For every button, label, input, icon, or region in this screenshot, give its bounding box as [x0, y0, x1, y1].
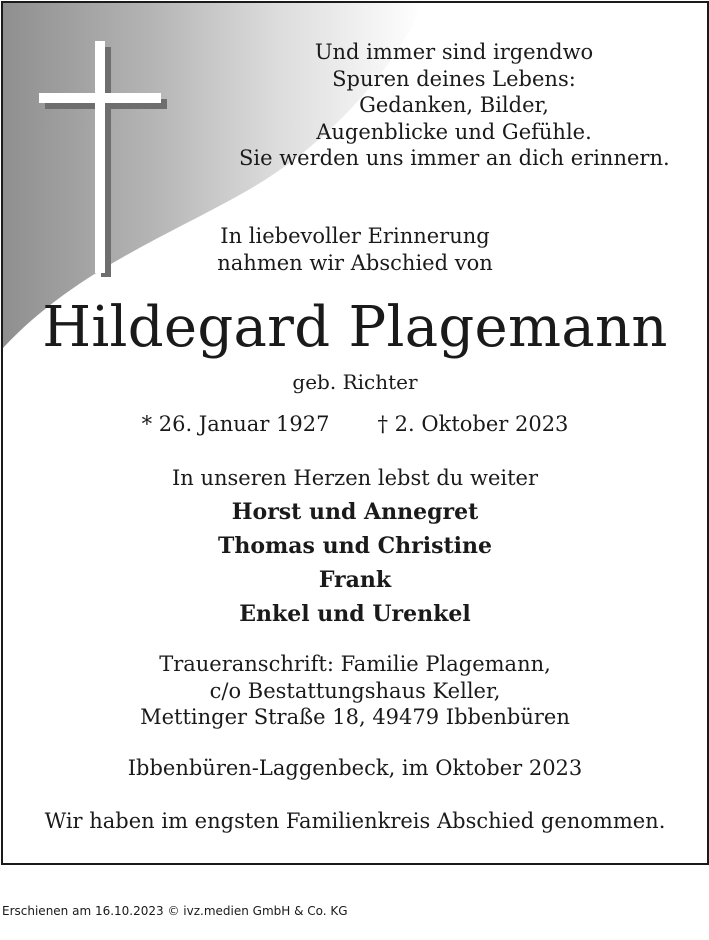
address-line: Mettinger Straße 18, 49479 Ibbenbüren	[140, 705, 570, 729]
death-date: † 2. Oktober 2023	[377, 412, 569, 436]
memory-line: nahmen wir Abschied von	[217, 250, 493, 275]
birth-date: * 26. Januar 1927	[141, 412, 330, 436]
obituary-card	[1, 1, 709, 865]
address-line: Traueranschrift: Familie Plagemann,	[159, 652, 551, 676]
verse-line: Sie werden uns immer an dich erinnern.	[239, 146, 670, 170]
verse-line: Augenblicke und Gefühle.	[316, 119, 592, 144]
verse	[239, 39, 669, 172]
maiden-name: geb. Richter	[292, 370, 418, 394]
publication-footer: Erschienen am 16.10.2023 © ivz.medien GmbH & Co. KG	[2, 904, 348, 918]
deceased-name: Hildegard Plagemann	[42, 295, 668, 360]
memory-intro	[3, 223, 707, 276]
mourner: Horst und Annegret	[231, 499, 479, 525]
mourner: Enkel und Urenkel	[239, 601, 471, 627]
hearts-line: In unseren Herzen lebst du weiter	[171, 466, 539, 490]
verse-line: Und immer sind irgendwo	[314, 40, 594, 64]
life-dates	[3, 411, 707, 437]
mourning-address	[3, 651, 707, 731]
mourner: Thomas und Christine	[217, 533, 492, 559]
place-date: Ibbenbüren-Laggenbeck, im Oktober 2023	[127, 756, 583, 780]
address-line: c/o Bestattungshaus Keller,	[209, 678, 501, 703]
closing-note: Wir haben im engsten Familienkreis Abschied genommen.	[44, 809, 666, 833]
mourners-list	[3, 495, 707, 631]
verse-line: Spuren deines Lebens:	[332, 66, 576, 91]
mourner: Frank	[318, 567, 392, 593]
memory-line: In liebevoller Erinnerung	[220, 224, 490, 248]
verse-line: Gedanken, Bilder,	[359, 93, 549, 117]
